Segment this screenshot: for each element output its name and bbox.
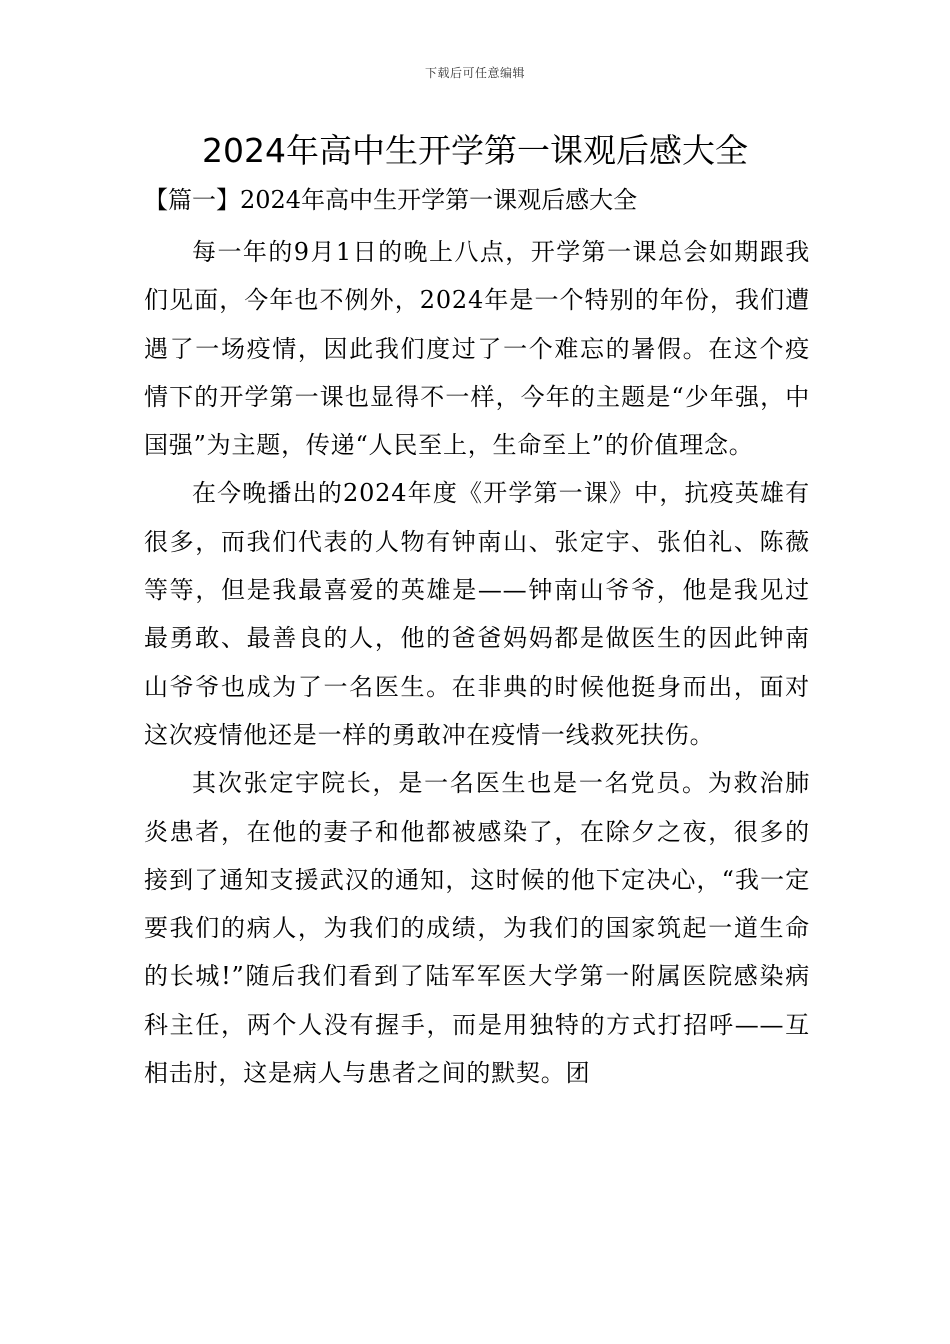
document-body xyxy=(144,228,810,1097)
document-title: 2024年高中生开学第一课观后感大全 xyxy=(202,131,748,170)
section-heading: 【篇一】2024年高中生开学第一课观后感大全 xyxy=(144,186,638,214)
paragraph: 在今晚播出的2024年度《开学第一课》中，抗疫英雄有很多，而我们代表的人物有钟南山、张定宇、张伯礼、陈薇等等，但是我最喜爱的英雄是——钟南山爷爷，他是我见过最勇敢、最善良的人，他的爸爸妈妈都是做医生的因此钟南山爷爷也成为了一名医生。在非典的时候他挺身而出，面对这次疫情他还是一样的勇敢冲在疫情一线救死扶伤。 xyxy=(144,479,810,749)
header-note: 下载后可任意编辑 xyxy=(424,66,525,80)
paragraph: 每一年的9月1日的晚上八点，开学第一课总会如期跟我们见面，今年也不例外，2024年是一个特别的年份，我们遭遇了一场疫情，因此我们度过了一个难忘的暑假。在这个疫情下的开学第一课也显得不一样，今年的主题是“少年强，中国强”为主题，传递“人民至上，生命至上”的价值理念。 xyxy=(144,238,810,460)
paragraph: 其次张定宇院长，是一名医生也是一名党员。为救治肺炎患者，在他的妻子和他都被感染了，在除夕之夜，很多的接到了通知支援武汉的通知，这时候的他下定决心，“我一定要我们的病人，为我们的成绩，为我们的国家筑起一道生命的长城!”随后我们看到了陆军军医大学第一附属医院感染病科主任，两个人没有握手，而是用独特的方式打招呼——互相击肘，这是病人与患者之间的默契。团 xyxy=(144,769,810,1088)
